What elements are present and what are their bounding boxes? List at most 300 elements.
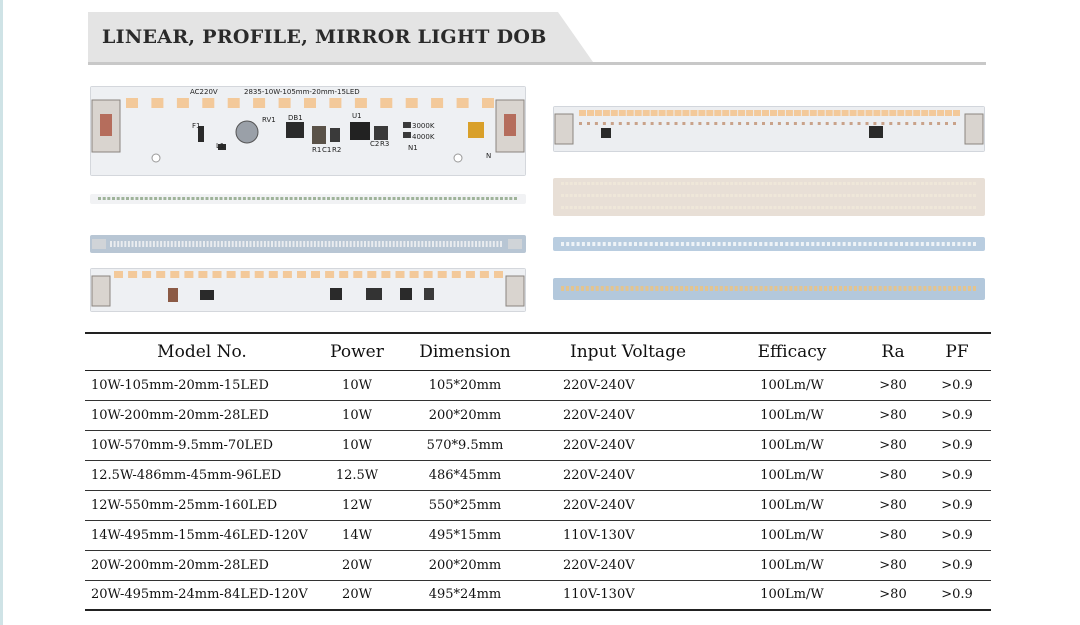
led-chip [960,194,963,197]
led-chip [881,110,888,116]
led-chip [899,206,902,209]
led-chip [630,182,633,185]
led-chip [350,197,353,200]
label-model: 2835-10W-105mm-20mm-15LED [244,88,360,96]
led-chip [743,194,746,197]
led-chip [843,194,846,197]
led-chip [765,286,768,291]
product-photo-strip-550mm [90,235,526,253]
led-chip [220,197,223,200]
led-chip [583,206,586,209]
led-chip [378,241,380,247]
cell-pf: >0.9 [923,370,991,400]
led-chip [908,182,911,185]
led-chip [860,194,863,197]
label-3000k: 3000K [412,122,435,130]
led-chip [860,206,863,209]
led-chip [135,241,137,247]
led-chip [695,194,698,197]
led-chip [591,286,594,291]
cell-power: 20W [319,580,395,610]
led-chip [665,182,668,185]
led-chip [253,98,265,108]
cell-efficacy: 100Lm/W [721,490,863,520]
led-chip [378,197,381,200]
cell-ra: >80 [863,490,923,520]
led-chip [762,110,769,116]
led-chip [886,206,889,209]
led-chip [824,286,827,291]
led-chip [834,110,841,116]
led-chip [859,286,862,291]
led-chip [374,197,377,200]
led-chip [752,182,755,185]
led-chip [899,286,902,291]
led-chip [897,110,904,116]
led-chip [457,241,459,247]
led-chip [170,271,179,278]
led-chip [691,206,694,209]
led-chip [574,206,577,209]
led-chip [617,182,620,185]
led-chip [795,194,798,197]
led-chip [964,194,967,197]
led-chip [396,241,398,247]
led-chip [229,197,232,200]
led-chip [491,197,494,200]
led-chip [215,197,218,200]
led-chip [858,122,861,125]
led-chip [945,122,948,125]
led-chip [570,182,573,185]
led-chip [730,182,733,185]
led-chip [770,110,777,116]
led-chip [843,206,846,209]
led-chip [619,110,626,116]
led-chip [748,194,751,197]
led-chip [707,242,710,246]
led-chip [196,241,198,247]
led-chip [800,194,803,197]
led-chip [808,206,811,209]
led-chip [818,122,821,125]
led-chip [383,197,386,200]
led-chip [704,182,707,185]
led-chip [899,194,902,197]
led-chip [968,286,971,291]
led-chip [276,197,279,200]
led-chip [769,194,772,197]
led-chip [866,110,873,116]
cell-model: 20W-495mm-24mm-84LED-120V [85,580,319,610]
led-chip [725,286,728,291]
led-chip [678,194,681,197]
led-chip [669,182,672,185]
cell-power: 10W [319,430,395,460]
page-edge-rule [0,0,3,625]
led-chip [185,241,187,247]
led-chip [782,194,785,197]
led-chip [791,206,794,209]
led-chip [665,194,668,197]
led-chip [804,206,807,209]
led-chip [889,122,892,125]
led-chip [895,194,898,197]
led-chip [804,182,807,185]
led-chip [700,206,703,209]
led-chip [177,98,189,108]
led-chip [571,286,574,291]
led-chip [850,110,857,116]
led-chip [450,241,452,247]
led-chip [786,110,793,116]
led-chip [467,197,470,200]
led-chip [794,110,801,116]
cell-ra: >80 [863,430,923,460]
led-chip [139,241,141,247]
led-chip [865,182,868,185]
label-voltage: AC220V [190,88,218,96]
led-chip [762,122,765,125]
led-chip [948,286,951,291]
led-chip [341,197,344,200]
led-chip [595,122,598,125]
led-chip [769,182,772,185]
led-chip [743,206,746,209]
led-chip [643,110,650,116]
led-chip [695,286,698,291]
led-chip [817,206,820,209]
led-chip [157,241,159,247]
led-chip [929,122,932,125]
led-chip [643,206,646,209]
led-chip [779,286,782,291]
led-chip [832,242,835,246]
led-chip [929,110,936,116]
cell-pf: >0.9 [923,460,991,490]
led-chip [782,206,785,209]
cell-input-voltage: 220V-240V [535,370,721,400]
led-chip [717,182,720,185]
led-chip [335,241,337,247]
led-chip [917,206,920,209]
led-chip [346,197,349,200]
led-chip [682,182,685,185]
led-chip [860,182,863,185]
led-chip [942,242,945,246]
led-chip [756,206,759,209]
led-chip [669,206,672,209]
led-chip [686,242,689,246]
led-chip [923,286,926,291]
led-chip [636,286,639,291]
led-chip [717,206,720,209]
led-chip [848,242,851,246]
led-chip [145,197,148,200]
cell-input-voltage: 220V-240V [535,430,721,460]
led-chip [131,197,134,200]
led-chip [937,110,944,116]
led-chip [299,197,302,200]
label-n: N [486,152,492,160]
led-chip [821,182,824,185]
led-chip [493,241,495,247]
led-chip [310,241,312,247]
led-chip [603,122,606,125]
led-chip [726,206,729,209]
led-chip [678,206,681,209]
led-chip [592,242,595,246]
led-chip [882,182,885,185]
header-model: Model No. [85,333,319,370]
led-chip [796,242,799,246]
led-chip [728,242,731,246]
led-chip [794,122,797,125]
led-chip [847,194,850,197]
led-chip [202,98,214,108]
led-chip [691,194,694,197]
led-chip [752,194,755,197]
led-chip [844,286,847,291]
led-chip [850,122,853,125]
led-chip [613,194,616,197]
led-chip [698,122,701,125]
led-chip [722,194,725,197]
led-chip [228,241,230,247]
cell-model: 14W-495mm-15mm-46LED-120V [85,520,319,550]
led-chip [468,241,470,247]
led-chip [908,206,911,209]
led-chip [257,197,260,200]
led-chip [421,197,424,200]
led-chip [634,242,637,246]
cell-efficacy: 100Lm/W [721,400,863,430]
led-chip [849,286,852,291]
led-chip [830,206,833,209]
led-chip [852,206,855,209]
led-chip [675,110,682,116]
led-chip [587,110,594,116]
led-chip [834,182,837,185]
led-chip [453,197,456,200]
led-chip [142,271,151,278]
led-chip [217,241,219,247]
led-chip [925,182,928,185]
cell-model: 10W-200mm-20mm-28LED [85,400,319,430]
led-chip [709,194,712,197]
led-chip [852,182,855,185]
led-chip [410,271,419,278]
led-chip [787,194,790,197]
led-chip [406,98,418,108]
led-chip [671,242,674,246]
led-chip [253,241,255,247]
led-chip [682,122,685,125]
led-chip [269,271,278,278]
led-chip [917,194,920,197]
led-chip [865,194,868,197]
led-chip [717,194,720,197]
led-chip [656,182,659,185]
led-chip [583,182,586,185]
led-chip [889,110,896,116]
led-chip [933,286,936,291]
led-chip [938,182,941,185]
led-chip [913,122,916,125]
led-chip [609,194,612,197]
led-chip [943,206,946,209]
led-chip [957,242,960,246]
led-chip [635,194,638,197]
led-chip [869,182,872,185]
led-chip [604,182,607,185]
led-chip [809,286,812,291]
led-chip [943,194,946,197]
led-chip [866,122,869,125]
led-chip [947,206,950,209]
led-chip [591,182,594,185]
led-chip [121,241,123,247]
led-chip [834,122,837,125]
section-title: LINEAR, PROFILE, MIRROR LIGHT DOB [102,26,547,48]
led-chip [600,182,603,185]
led-chip [364,241,366,247]
led-chip [656,194,659,197]
led-chip [722,122,725,125]
led-chip [886,182,889,185]
led-chip [921,194,924,197]
led-chip [795,206,798,209]
led-chip [687,182,690,185]
led-chip [271,197,274,200]
led-chip [904,206,907,209]
led-chip [353,241,355,247]
led-chip [889,286,892,291]
led-chip [609,206,612,209]
led-chip [475,241,477,247]
led-chip [947,182,950,185]
led-chip [187,197,190,200]
table-row [85,460,991,490]
led-chip [774,206,777,209]
led-chip [938,206,941,209]
led-chip [221,241,223,247]
led-chip [566,286,569,291]
led-chip [171,241,173,247]
led-chip [891,182,894,185]
led-chip [639,206,642,209]
label-n1: N1 [408,144,418,152]
led-chip [969,194,972,197]
led-chip [778,110,785,116]
led-chip [802,110,809,116]
label-r1: R1 [312,146,322,154]
led-chip [674,194,677,197]
led-chip [837,242,840,246]
led-chip [765,194,768,197]
led-chip [280,197,283,200]
led-chip [921,182,924,185]
led-chip [325,271,334,278]
led-chip [640,286,643,291]
led-chip [706,110,713,116]
led-chip [630,194,633,197]
led-chip [629,242,632,246]
led-chip [943,182,946,185]
led-chip [250,241,252,247]
led-chip [224,197,227,200]
led-chip [321,241,323,247]
led-chip [382,241,384,247]
label-rv1: RV1 [262,116,276,124]
led-chip [307,241,309,247]
led-chip [667,122,670,125]
led-chip [613,242,616,246]
led-chip [821,194,824,197]
led-chip [821,206,824,209]
led-chip [339,241,341,247]
led-chip [346,241,348,247]
led-chip [421,241,423,247]
led-chip [117,241,119,247]
led-chip [635,182,638,185]
led-chip [234,197,237,200]
led-chip [813,182,816,185]
led-chip [482,98,494,108]
led-chip [561,242,564,246]
led-chip [500,241,502,247]
led-chip [764,242,767,246]
led-chip [355,197,358,200]
led-chip [364,197,367,200]
led-chip [704,194,707,197]
led-chip [891,194,894,197]
led-chip [869,286,872,291]
led-chip [311,271,320,278]
cell-power: 12W [319,490,395,520]
led-chip [430,197,433,200]
led-chip [639,194,642,197]
led-chip [238,197,241,200]
header-power: Power [319,333,395,370]
led-chip [639,242,642,246]
led-chip [304,98,316,108]
led-chip [969,182,972,185]
led-chip [873,182,876,185]
led-chip [561,194,564,197]
led-chip [873,206,876,209]
led-chip [698,110,705,116]
led-chip [304,197,307,200]
led-chip [897,122,900,125]
led-chip [622,206,625,209]
led-chip [622,194,625,197]
led-chip [603,110,610,116]
led-chip [252,197,255,200]
led-chip [329,98,341,108]
led-chip [739,182,742,185]
led-chip [879,286,882,291]
product-photo-module-200mm [90,268,526,312]
led-chip [149,241,151,247]
led-chip [765,206,768,209]
led-chip [643,182,646,185]
led-chip [953,110,960,116]
led-chip [332,197,335,200]
led-chip [489,241,491,247]
label-r2: R2 [332,146,342,154]
led-chip [587,122,590,125]
